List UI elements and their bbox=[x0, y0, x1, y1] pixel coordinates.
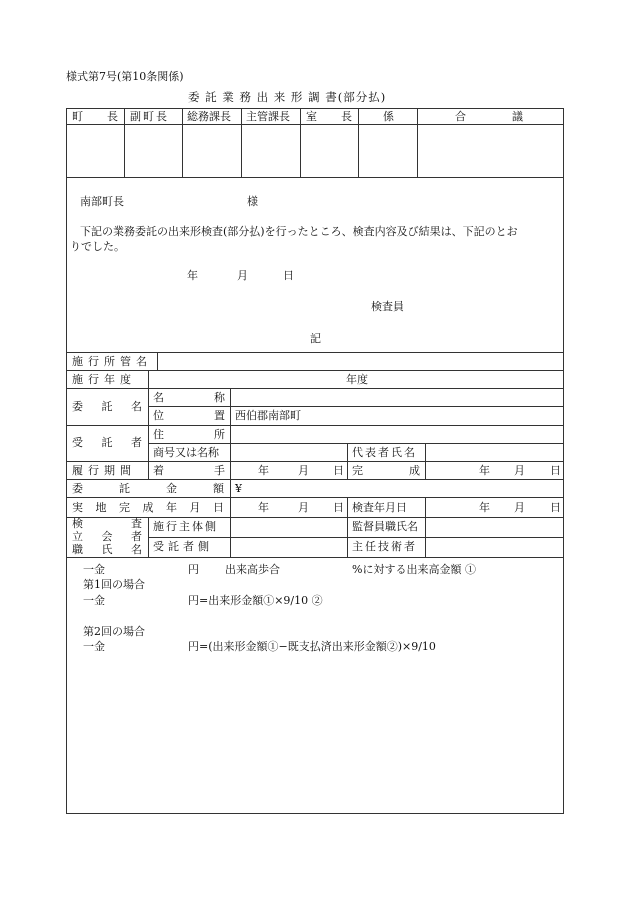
table-line bbox=[66, 497, 564, 498]
table-line bbox=[230, 461, 231, 479]
complete-day: 日 bbox=[550, 464, 561, 477]
label-contractor: 受 託 者 bbox=[72, 436, 142, 449]
calc-case2: 第2回の場合 bbox=[83, 625, 145, 638]
stamp-divider bbox=[358, 108, 359, 177]
honorific: 様 bbox=[247, 195, 258, 208]
label-commission-name: 委 託 名 bbox=[72, 400, 142, 413]
label-trade-name: 商号又は名称 bbox=[153, 446, 219, 459]
calc-line3-a: 一金 bbox=[83, 640, 105, 653]
calc-line2-b: 円=出来形金額①×9/10 ② bbox=[188, 594, 323, 607]
stamp-header-line bbox=[66, 124, 564, 125]
table-line bbox=[66, 370, 564, 371]
table-line bbox=[347, 497, 348, 517]
start-day: 日 bbox=[333, 464, 344, 477]
table-line bbox=[66, 388, 564, 389]
table-line bbox=[425, 443, 426, 461]
table-line bbox=[66, 425, 564, 426]
table-line bbox=[66, 557, 564, 558]
stamp-divider bbox=[417, 108, 418, 177]
table-line bbox=[157, 352, 158, 370]
label-location: 位 置 bbox=[153, 409, 225, 422]
location-value: 西伯郡南部町 bbox=[235, 409, 301, 422]
label-chief-engineer: 主任技術者 bbox=[352, 540, 417, 553]
label-contractor-side: 受託者側 bbox=[153, 540, 213, 553]
table-line bbox=[148, 406, 564, 407]
calc-line3-b: 円=(出来形金額①−既支払済出来形金額②)×9/10 bbox=[188, 640, 436, 653]
label-fiscal-year: 施行年度 bbox=[72, 373, 136, 386]
table-line bbox=[148, 443, 564, 444]
table-line bbox=[347, 461, 348, 479]
start-month: 月 bbox=[298, 464, 309, 477]
start-year: 年 bbox=[258, 464, 269, 477]
stamp-col-staff: 係 bbox=[383, 110, 394, 123]
fiscal-year-value: 年度 bbox=[346, 373, 368, 386]
document-title: 委 託 業 務 出 来 形 調 書(部分払) bbox=[188, 90, 387, 104]
body-text-1: 下記の業務委託の出来形検査(部分払)を行ったところ、検査内容及び結果は、下記のとお bbox=[80, 225, 518, 238]
label-complete: 完 成 bbox=[352, 464, 420, 477]
table-line bbox=[230, 388, 231, 461]
calc-line1-c: 出来高歩合 bbox=[225, 563, 280, 576]
stamp-divider bbox=[241, 108, 242, 177]
table-line bbox=[148, 370, 149, 388]
calc-line1-b: 円 bbox=[188, 563, 199, 576]
table-line bbox=[148, 537, 564, 538]
yen-mark: ¥ bbox=[235, 482, 242, 495]
table-line bbox=[425, 461, 426, 479]
label-inspection-3: 職 氏 名 bbox=[72, 543, 142, 556]
calc-case1: 第1回の場合 bbox=[83, 578, 145, 591]
actual-day: 日 bbox=[333, 501, 344, 514]
label-inspection-2: 立 会 者 bbox=[72, 530, 142, 543]
label-address: 住 所 bbox=[153, 428, 225, 441]
date-year: 年 bbox=[187, 269, 198, 282]
label-executor-side: 施行主体側 bbox=[153, 520, 218, 533]
table-line bbox=[66, 461, 564, 462]
label-name: 名 称 bbox=[153, 391, 225, 404]
stamp-divider bbox=[182, 108, 183, 177]
form-number: 様式第7号(第10条関係) bbox=[66, 70, 184, 83]
stamp-col-office-chief: 室 長 bbox=[306, 110, 352, 123]
label-start: 着 手 bbox=[153, 464, 225, 477]
date-day: 日 bbox=[283, 269, 294, 282]
addressee: 南部町長 bbox=[80, 195, 124, 208]
table-line bbox=[347, 443, 348, 461]
table-line bbox=[148, 461, 149, 479]
stamp-divider bbox=[124, 108, 125, 177]
body-text-2: りでした。 bbox=[70, 240, 125, 253]
label-supervisor: 監督員職氏名 bbox=[352, 520, 418, 533]
calc-line2-a: 一金 bbox=[83, 594, 105, 607]
complete-year: 年 bbox=[479, 464, 490, 477]
label-actual-date: 実 地 完 成 年 月 日 bbox=[72, 501, 224, 514]
stamp-col-town-chief: 町 長 bbox=[72, 110, 118, 123]
actual-year: 年 bbox=[258, 501, 269, 514]
inspection-year: 年 bbox=[479, 501, 490, 514]
label-amount: 委 託 金 額 bbox=[72, 482, 224, 495]
ki-mark: 記 bbox=[310, 332, 321, 345]
label-inspection-1: 検 査 bbox=[72, 517, 142, 530]
actual-month: 月 bbox=[298, 501, 309, 514]
table-line bbox=[230, 497, 231, 517]
table-line bbox=[230, 479, 231, 497]
complete-month: 月 bbox=[514, 464, 525, 477]
stamp-divider bbox=[300, 108, 301, 177]
inspection-month: 月 bbox=[514, 501, 525, 514]
stamp-col-section-chief: 主管課長 bbox=[246, 110, 290, 123]
stamp-col-consultation: 合 議 bbox=[455, 110, 523, 123]
table-line bbox=[66, 352, 564, 353]
inspection-day: 日 bbox=[550, 501, 561, 514]
label-office: 施行所管名 bbox=[72, 355, 152, 368]
inspector-label: 検査員 bbox=[371, 300, 404, 313]
calc-line1-a: 一金 bbox=[83, 563, 105, 576]
calc-line1-d: %に対する出来高金額 ① bbox=[352, 563, 476, 576]
label-representative: 代表者氏名 bbox=[352, 446, 417, 459]
stamp-col-deputy: 副町長 bbox=[130, 110, 169, 123]
date-month: 月 bbox=[237, 269, 248, 282]
table-line bbox=[148, 388, 149, 461]
label-period: 履行期間 bbox=[72, 464, 136, 477]
label-inspection-date: 検査年月日 bbox=[352, 501, 407, 514]
table-line bbox=[66, 479, 564, 480]
stamp-bottom-line bbox=[66, 177, 564, 178]
stamp-col-general-affairs: 総務課長 bbox=[187, 110, 231, 123]
table-line bbox=[425, 497, 426, 517]
